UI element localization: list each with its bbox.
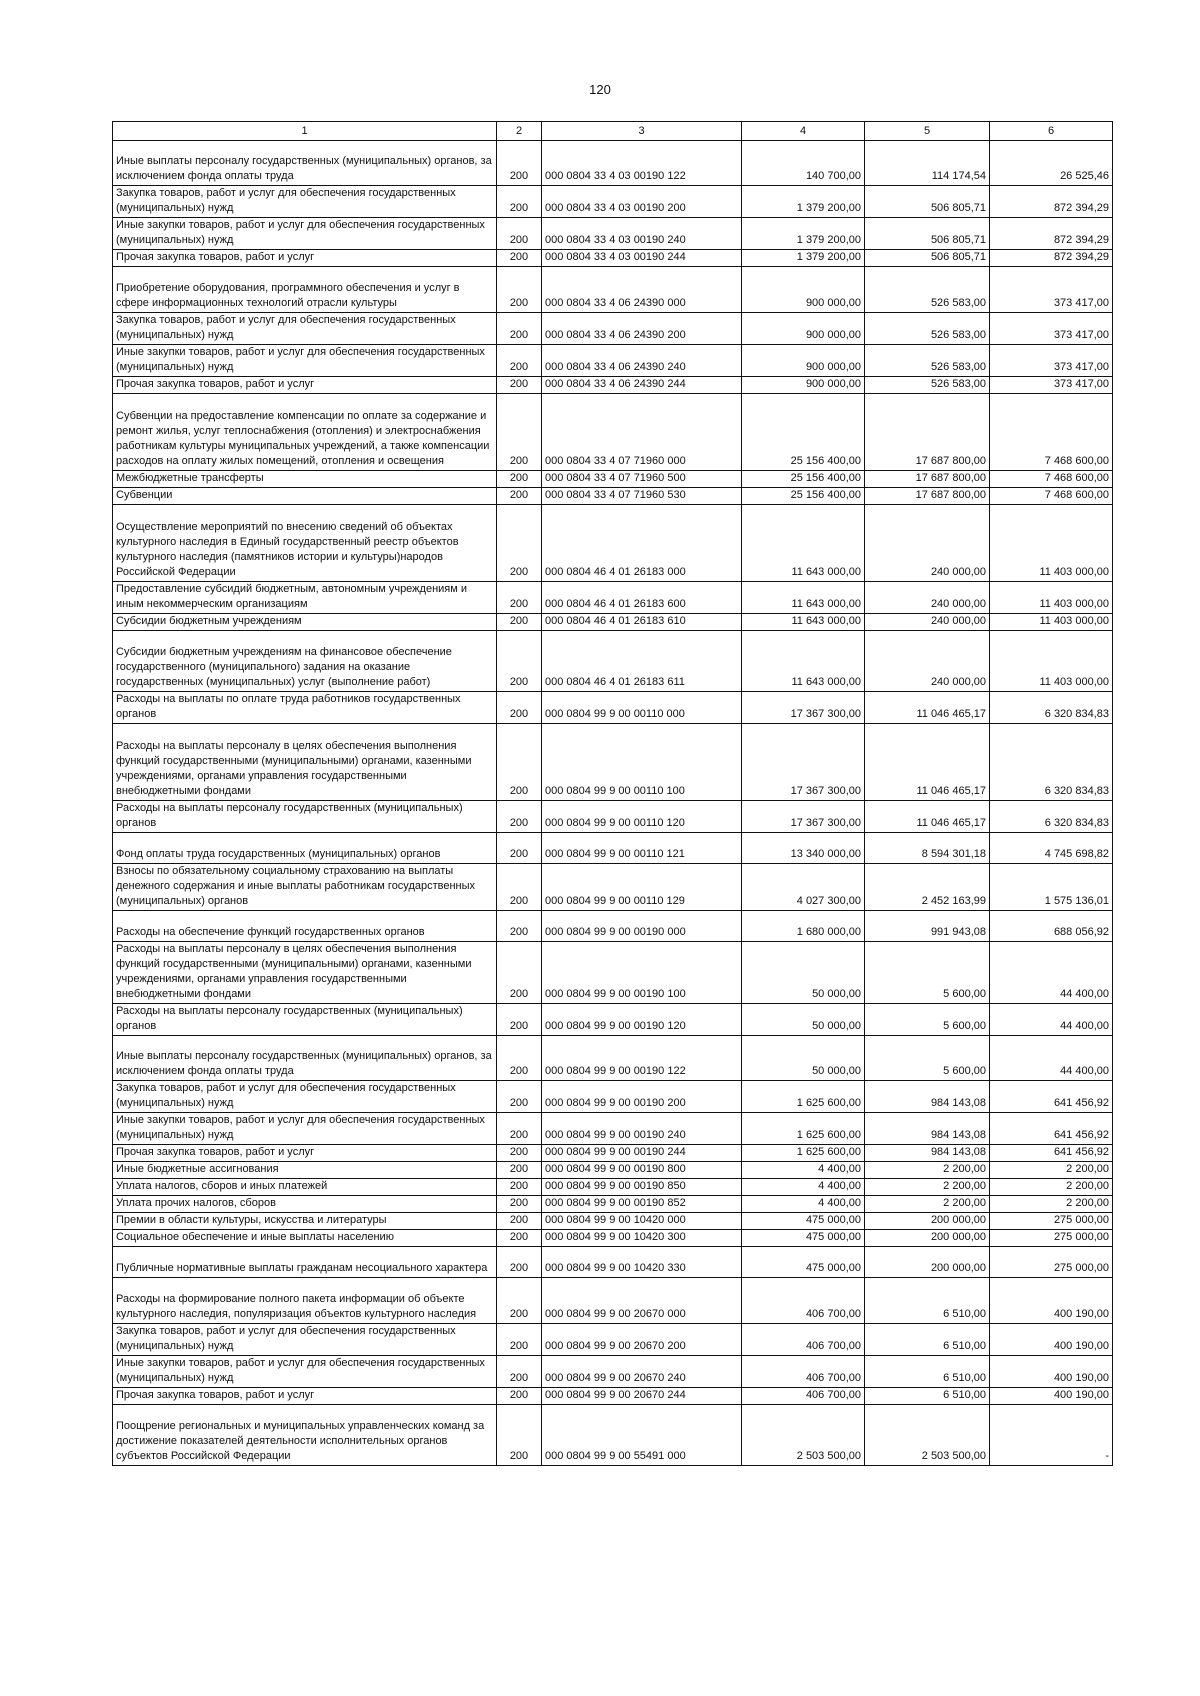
row-description: Премии в области культуры, искусства и литературы bbox=[113, 1213, 497, 1230]
row-executed-amount: 5 600,00 bbox=[865, 942, 990, 1004]
row-approved-amount: 900 000,00 bbox=[742, 313, 865, 345]
row-remaining-amount: 11 403 000,00 bbox=[990, 505, 1113, 582]
row-executed-amount: 2 452 163,99 bbox=[865, 864, 990, 911]
row-budget-code: 000 0804 33 4 03 00190 200 bbox=[542, 186, 742, 218]
row-approved-amount: 13 340 000,00 bbox=[742, 833, 865, 864]
row-budget-code: 000 0804 99 9 00 10420 000 bbox=[542, 1213, 742, 1230]
row-remaining-amount: 7 468 600,00 bbox=[990, 394, 1113, 471]
row-remaining-amount: 872 394,29 bbox=[990, 218, 1113, 250]
row-executed-amount: 6 510,00 bbox=[865, 1356, 990, 1388]
row-admin-code: 200 bbox=[497, 394, 542, 471]
row-description: Прочая закупка товаров, работ и услуг bbox=[113, 250, 497, 267]
row-admin-code: 200 bbox=[497, 801, 542, 833]
row-admin-code: 200 bbox=[497, 1213, 542, 1230]
row-admin-code: 200 bbox=[497, 942, 542, 1004]
row-executed-amount: 526 583,00 bbox=[865, 313, 990, 345]
column-header: 6 bbox=[990, 122, 1113, 141]
row-executed-amount: 506 805,71 bbox=[865, 218, 990, 250]
table-row bbox=[113, 692, 1113, 724]
row-budget-code: 000 0804 99 9 00 20670 000 bbox=[542, 1278, 742, 1324]
row-description: Расходы на формирование полного пакета информации об объекте культурного наследия, популяризация объектов культурного наследия bbox=[113, 1278, 497, 1324]
row-approved-amount: 25 156 400,00 bbox=[742, 488, 865, 505]
row-remaining-amount: 7 468 600,00 bbox=[990, 471, 1113, 488]
row-description: Расходы на выплаты персоналу государственных (муниципальных) органов bbox=[113, 801, 497, 833]
row-approved-amount: 1 379 200,00 bbox=[742, 218, 865, 250]
table-row bbox=[113, 1388, 1113, 1405]
row-admin-code: 200 bbox=[497, 471, 542, 488]
table-row bbox=[113, 1356, 1113, 1388]
table-row bbox=[113, 1405, 1113, 1466]
table-row bbox=[113, 942, 1113, 1004]
table-row bbox=[113, 250, 1113, 267]
table-row bbox=[113, 488, 1113, 505]
row-admin-code: 200 bbox=[497, 1324, 542, 1356]
row-budget-code: 000 0804 99 9 00 00190 200 bbox=[542, 1081, 742, 1113]
row-budget-code: 000 0804 46 4 01 26183 611 bbox=[542, 631, 742, 692]
row-budget-code: 000 0804 33 4 03 00190 244 bbox=[542, 250, 742, 267]
row-admin-code: 200 bbox=[497, 141, 542, 186]
row-remaining-amount: 6 320 834,83 bbox=[990, 801, 1113, 833]
row-budget-code: 000 0804 99 9 00 00190 100 bbox=[542, 942, 742, 1004]
row-executed-amount: 2 503 500,00 bbox=[865, 1405, 990, 1466]
table-body bbox=[113, 141, 1113, 1466]
row-remaining-amount: 6 320 834,83 bbox=[990, 692, 1113, 724]
row-approved-amount: 4 027 300,00 bbox=[742, 864, 865, 911]
column-header: 4 bbox=[742, 122, 865, 141]
row-description: Закупка товаров, работ и услуг для обеспечения государственных (муниципальных) нужд bbox=[113, 1081, 497, 1113]
row-approved-amount: 475 000,00 bbox=[742, 1230, 865, 1247]
row-executed-amount: 6 510,00 bbox=[865, 1278, 990, 1324]
row-description: Прочая закупка товаров, работ и услуг bbox=[113, 377, 497, 394]
row-executed-amount: 17 687 800,00 bbox=[865, 488, 990, 505]
table-row bbox=[113, 267, 1113, 313]
row-budget-code: 000 0804 33 4 07 71960 500 bbox=[542, 471, 742, 488]
row-admin-code: 200 bbox=[497, 582, 542, 614]
row-approved-amount: 11 643 000,00 bbox=[742, 582, 865, 614]
row-approved-amount: 1 625 600,00 bbox=[742, 1081, 865, 1113]
row-remaining-amount: 872 394,29 bbox=[990, 250, 1113, 267]
row-budget-code: 000 0804 33 4 06 24390 200 bbox=[542, 313, 742, 345]
row-executed-amount: 240 000,00 bbox=[865, 631, 990, 692]
table-row bbox=[113, 1213, 1113, 1230]
row-executed-amount: 240 000,00 bbox=[865, 614, 990, 631]
row-description: Межбюджетные трансферты bbox=[113, 471, 497, 488]
row-admin-code: 200 bbox=[497, 250, 542, 267]
row-description: Иные закупки товаров, работ и услуг для обеспечения государственных (муниципальных) нужд bbox=[113, 1113, 497, 1145]
row-admin-code: 200 bbox=[497, 1081, 542, 1113]
row-description: Иные закупки товаров, работ и услуг для обеспечения государственных (муниципальных) нужд bbox=[113, 1356, 497, 1388]
row-executed-amount: 984 143,08 bbox=[865, 1145, 990, 1162]
table-row bbox=[113, 377, 1113, 394]
row-executed-amount: 11 046 465,17 bbox=[865, 692, 990, 724]
row-executed-amount: 17 687 800,00 bbox=[865, 471, 990, 488]
row-executed-amount: 11 046 465,17 bbox=[865, 724, 990, 801]
row-executed-amount: 11 046 465,17 bbox=[865, 801, 990, 833]
row-admin-code: 200 bbox=[497, 1405, 542, 1466]
table-row bbox=[113, 614, 1113, 631]
row-description: Иные выплаты персоналу государственных (муниципальных) органов, за исключением фонда оплаты труда bbox=[113, 141, 497, 186]
row-budget-code: 000 0804 99 9 00 00110 100 bbox=[542, 724, 742, 801]
row-description: Субвенции bbox=[113, 488, 497, 505]
row-description: Уплата прочих налогов, сборов bbox=[113, 1196, 497, 1213]
row-remaining-amount: - bbox=[990, 1405, 1113, 1466]
row-executed-amount: 200 000,00 bbox=[865, 1247, 990, 1278]
table-row bbox=[113, 186, 1113, 218]
row-executed-amount: 2 200,00 bbox=[865, 1196, 990, 1213]
table-row bbox=[113, 1162, 1113, 1179]
row-description: Социальное обеспечение и иные выплаты населению bbox=[113, 1230, 497, 1247]
row-remaining-amount: 6 320 834,83 bbox=[990, 724, 1113, 801]
row-approved-amount: 25 156 400,00 bbox=[742, 394, 865, 471]
row-remaining-amount: 44 400,00 bbox=[990, 1036, 1113, 1081]
row-remaining-amount: 688 056,92 bbox=[990, 911, 1113, 942]
row-remaining-amount: 400 190,00 bbox=[990, 1388, 1113, 1405]
row-budget-code: 000 0804 46 4 01 26183 600 bbox=[542, 582, 742, 614]
table-row bbox=[113, 218, 1113, 250]
table-row bbox=[113, 394, 1113, 471]
row-budget-code: 000 0804 99 9 00 20670 200 bbox=[542, 1324, 742, 1356]
row-admin-code: 200 bbox=[497, 488, 542, 505]
row-remaining-amount: 275 000,00 bbox=[990, 1230, 1113, 1247]
row-remaining-amount: 373 417,00 bbox=[990, 377, 1113, 394]
row-budget-code: 000 0804 99 9 00 00190 852 bbox=[542, 1196, 742, 1213]
row-approved-amount: 11 643 000,00 bbox=[742, 505, 865, 582]
table-row bbox=[113, 1230, 1113, 1247]
row-executed-amount: 6 510,00 bbox=[865, 1324, 990, 1356]
table-row bbox=[113, 1324, 1113, 1356]
row-remaining-amount: 641 456,92 bbox=[990, 1113, 1113, 1145]
row-executed-amount: 526 583,00 bbox=[865, 345, 990, 377]
row-budget-code: 000 0804 99 9 00 00110 121 bbox=[542, 833, 742, 864]
row-approved-amount: 140 700,00 bbox=[742, 141, 865, 186]
table-row bbox=[113, 1081, 1113, 1113]
row-executed-amount: 984 143,08 bbox=[865, 1113, 990, 1145]
table-row bbox=[113, 864, 1113, 911]
row-remaining-amount: 641 456,92 bbox=[990, 1145, 1113, 1162]
row-budget-code: 000 0804 99 9 00 00110 129 bbox=[542, 864, 742, 911]
row-admin-code: 200 bbox=[497, 1356, 542, 1388]
row-executed-amount: 506 805,71 bbox=[865, 250, 990, 267]
table-row bbox=[113, 1247, 1113, 1278]
column-header: 2 bbox=[497, 122, 542, 141]
row-approved-amount: 1 625 600,00 bbox=[742, 1113, 865, 1145]
row-remaining-amount: 275 000,00 bbox=[990, 1247, 1113, 1278]
row-admin-code: 200 bbox=[497, 377, 542, 394]
row-budget-code: 000 0804 99 9 00 00190 240 bbox=[542, 1113, 742, 1145]
row-approved-amount: 50 000,00 bbox=[742, 942, 865, 1004]
row-executed-amount: 5 600,00 bbox=[865, 1004, 990, 1036]
row-admin-code: 200 bbox=[497, 833, 542, 864]
row-description: Уплата налогов, сборов и иных платежей bbox=[113, 1179, 497, 1196]
row-admin-code: 200 bbox=[497, 345, 542, 377]
row-remaining-amount: 26 525,46 bbox=[990, 141, 1113, 186]
row-description: Иные выплаты персоналу государственных (муниципальных) органов, за исключением фонда оплаты труда bbox=[113, 1036, 497, 1081]
table-row bbox=[113, 911, 1113, 942]
row-budget-code: 000 0804 99 9 00 00190 122 bbox=[542, 1036, 742, 1081]
row-budget-code: 000 0804 99 9 00 55491 000 bbox=[542, 1405, 742, 1466]
row-executed-amount: 240 000,00 bbox=[865, 582, 990, 614]
row-executed-amount: 2 200,00 bbox=[865, 1179, 990, 1196]
row-approved-amount: 475 000,00 bbox=[742, 1247, 865, 1278]
row-remaining-amount: 641 456,92 bbox=[990, 1081, 1113, 1113]
row-executed-amount: 984 143,08 bbox=[865, 1081, 990, 1113]
row-executed-amount: 114 174,54 bbox=[865, 141, 990, 186]
row-admin-code: 200 bbox=[497, 1036, 542, 1081]
row-description: Субсидии бюджетным учреждениям bbox=[113, 614, 497, 631]
row-description: Расходы на выплаты по оплате труда работников государственных органов bbox=[113, 692, 497, 724]
row-executed-amount: 17 687 800,00 bbox=[865, 394, 990, 471]
row-description: Осуществление мероприятий по внесению сведений об объектах культурного наследия в Единый государственный реестр объектов культурного наследия (памятников истории и культуры)народов Российской Федерации bbox=[113, 505, 497, 582]
table-row bbox=[113, 833, 1113, 864]
row-budget-code: 000 0804 33 4 03 00190 240 bbox=[542, 218, 742, 250]
row-remaining-amount: 275 000,00 bbox=[990, 1213, 1113, 1230]
row-remaining-amount: 1 575 136,01 bbox=[990, 864, 1113, 911]
row-remaining-amount: 7 468 600,00 bbox=[990, 488, 1113, 505]
table-row bbox=[113, 1179, 1113, 1196]
row-executed-amount: 2 200,00 bbox=[865, 1162, 990, 1179]
row-approved-amount: 475 000,00 bbox=[742, 1213, 865, 1230]
row-description: Поощрение региональных и муниципальных управленческих команд за достижение показателей деятельности исполнительных органов субъектов Российской Федерации bbox=[113, 1405, 497, 1466]
row-description: Предоставление субсидий бюджетным, автономным учреждениям и иным некоммерческим организациям bbox=[113, 582, 497, 614]
row-remaining-amount: 373 417,00 bbox=[990, 267, 1113, 313]
table-row bbox=[113, 141, 1113, 186]
row-description: Закупка товаров, работ и услуг для обеспечения государственных (муниципальных) нужд bbox=[113, 313, 497, 345]
row-admin-code: 200 bbox=[497, 1230, 542, 1247]
row-admin-code: 200 bbox=[497, 1179, 542, 1196]
row-approved-amount: 406 700,00 bbox=[742, 1278, 865, 1324]
row-approved-amount: 1 680 000,00 bbox=[742, 911, 865, 942]
row-budget-code: 000 0804 33 4 06 24390 000 bbox=[542, 267, 742, 313]
row-approved-amount: 4 400,00 bbox=[742, 1196, 865, 1213]
row-approved-amount: 17 367 300,00 bbox=[742, 801, 865, 833]
row-budget-code: 000 0804 99 9 00 00190 244 bbox=[542, 1145, 742, 1162]
row-description: Расходы на выплаты персоналу в целях обеспечения выполнения функций государственными (муниципальными) органами, казенными учреждениями, органами управления государственными внебюджетными фондами bbox=[113, 942, 497, 1004]
row-description: Приобретение оборудования, программного обеспечения и услуг в сфере информационных технологий отрасли культуры bbox=[113, 267, 497, 313]
row-executed-amount: 240 000,00 bbox=[865, 505, 990, 582]
row-remaining-amount: 2 200,00 bbox=[990, 1179, 1113, 1196]
row-budget-code: 000 0804 46 4 01 26183 000 bbox=[542, 505, 742, 582]
row-admin-code: 200 bbox=[497, 1004, 542, 1036]
row-approved-amount: 406 700,00 bbox=[742, 1388, 865, 1405]
row-approved-amount: 17 367 300,00 bbox=[742, 692, 865, 724]
table-row bbox=[113, 801, 1113, 833]
row-description: Субвенции на предоставление компенсации по оплате за содержание и ремонт жилья, услуг теплоснабжения (отопления) и электроснабжения работникам культуры муниципальных учреждений, а также компенсации расходов на оплату жилых помещений, отопления и освещения bbox=[113, 394, 497, 471]
row-budget-code: 000 0804 46 4 01 26183 610 bbox=[542, 614, 742, 631]
row-admin-code: 200 bbox=[497, 692, 542, 724]
column-header: 5 bbox=[865, 122, 990, 141]
row-approved-amount: 900 000,00 bbox=[742, 377, 865, 394]
row-budget-code: 000 0804 33 4 03 00190 122 bbox=[542, 141, 742, 186]
row-approved-amount: 900 000,00 bbox=[742, 345, 865, 377]
row-description: Расходы на выплаты персоналу в целях обеспечения выполнения функций государственными (муниципальными) органами, казенными учреждениями, органами управления государственными внебюджетными фондами bbox=[113, 724, 497, 801]
row-executed-amount: 991 943,08 bbox=[865, 911, 990, 942]
row-remaining-amount: 400 190,00 bbox=[990, 1278, 1113, 1324]
row-remaining-amount: 44 400,00 bbox=[990, 1004, 1113, 1036]
row-description: Иные закупки товаров, работ и услуг для обеспечения государственных (муниципальных) нужд bbox=[113, 345, 497, 377]
row-description: Расходы на обеспечение функций государственных органов bbox=[113, 911, 497, 942]
row-budget-code: 000 0804 33 4 06 24390 240 bbox=[542, 345, 742, 377]
row-description: Иные бюджетные ассигнования bbox=[113, 1162, 497, 1179]
table-row bbox=[113, 505, 1113, 582]
row-approved-amount: 900 000,00 bbox=[742, 267, 865, 313]
page-number: 120 bbox=[589, 82, 611, 97]
row-executed-amount: 200 000,00 bbox=[865, 1213, 990, 1230]
row-remaining-amount: 872 394,29 bbox=[990, 186, 1113, 218]
row-description: Прочая закупка товаров, работ и услуг bbox=[113, 1145, 497, 1162]
row-admin-code: 200 bbox=[497, 1113, 542, 1145]
row-budget-code: 000 0804 99 9 00 10420 330 bbox=[542, 1247, 742, 1278]
row-remaining-amount: 373 417,00 bbox=[990, 313, 1113, 345]
row-remaining-amount: 400 190,00 bbox=[990, 1356, 1113, 1388]
row-remaining-amount: 44 400,00 bbox=[990, 942, 1113, 1004]
row-executed-amount: 200 000,00 bbox=[865, 1230, 990, 1247]
row-admin-code: 200 bbox=[497, 1247, 542, 1278]
row-approved-amount: 1 379 200,00 bbox=[742, 186, 865, 218]
row-approved-amount: 4 400,00 bbox=[742, 1162, 865, 1179]
row-approved-amount: 4 400,00 bbox=[742, 1179, 865, 1196]
table-row bbox=[113, 1278, 1113, 1324]
row-description: Субсидии бюджетным учреждениям на финансовое обеспечение государственного (муниципального) задания на оказание государственных (муниципальных) услуг (выполнение работ) bbox=[113, 631, 497, 692]
row-executed-amount: 506 805,71 bbox=[865, 186, 990, 218]
row-remaining-amount: 373 417,00 bbox=[990, 345, 1113, 377]
row-admin-code: 200 bbox=[497, 1145, 542, 1162]
row-budget-code: 000 0804 33 4 07 71960 000 bbox=[542, 394, 742, 471]
row-budget-code: 000 0804 99 9 00 20670 244 bbox=[542, 1388, 742, 1405]
table-row bbox=[113, 1196, 1113, 1213]
row-executed-amount: 5 600,00 bbox=[865, 1036, 990, 1081]
row-remaining-amount: 2 200,00 bbox=[990, 1162, 1113, 1179]
row-admin-code: 200 bbox=[497, 724, 542, 801]
column-header: 1 bbox=[113, 122, 497, 141]
row-admin-code: 200 bbox=[497, 1278, 542, 1324]
row-description: Закупка товаров, работ и услуг для обеспечения государственных (муниципальных) нужд bbox=[113, 186, 497, 218]
row-approved-amount: 50 000,00 bbox=[742, 1036, 865, 1081]
row-admin-code: 200 bbox=[497, 505, 542, 582]
column-header: 3 bbox=[542, 122, 742, 141]
row-description: Закупка товаров, работ и услуг для обеспечения государственных (муниципальных) нужд bbox=[113, 1324, 497, 1356]
row-budget-code: 000 0804 33 4 07 71960 530 bbox=[542, 488, 742, 505]
row-admin-code: 200 bbox=[497, 631, 542, 692]
row-remaining-amount: 2 200,00 bbox=[990, 1196, 1113, 1213]
row-executed-amount: 8 594 301,18 bbox=[865, 833, 990, 864]
row-budget-code: 000 0804 99 9 00 10420 300 bbox=[542, 1230, 742, 1247]
row-budget-code: 000 0804 99 9 00 00190 120 bbox=[542, 1004, 742, 1036]
row-executed-amount: 526 583,00 bbox=[865, 267, 990, 313]
table-row bbox=[113, 582, 1113, 614]
row-budget-code: 000 0804 99 9 00 00110 000 bbox=[542, 692, 742, 724]
row-budget-code: 000 0804 99 9 00 00190 800 bbox=[542, 1162, 742, 1179]
row-approved-amount: 1 625 600,00 bbox=[742, 1145, 865, 1162]
row-admin-code: 200 bbox=[497, 864, 542, 911]
row-remaining-amount: 11 403 000,00 bbox=[990, 631, 1113, 692]
row-description: Публичные нормативные выплаты гражданам несоциального характера bbox=[113, 1247, 497, 1278]
row-remaining-amount: 4 745 698,82 bbox=[990, 833, 1113, 864]
table-row bbox=[113, 1145, 1113, 1162]
row-budget-code: 000 0804 99 9 00 00190 850 bbox=[542, 1179, 742, 1196]
row-admin-code: 200 bbox=[497, 614, 542, 631]
row-remaining-amount: 11 403 000,00 bbox=[990, 582, 1113, 614]
row-remaining-amount: 400 190,00 bbox=[990, 1324, 1113, 1356]
row-admin-code: 200 bbox=[497, 1196, 542, 1213]
row-approved-amount: 2 503 500,00 bbox=[742, 1405, 865, 1466]
row-description: Прочая закупка товаров, работ и услуг bbox=[113, 1388, 497, 1405]
row-executed-amount: 526 583,00 bbox=[865, 377, 990, 394]
row-remaining-amount: 11 403 000,00 bbox=[990, 614, 1113, 631]
row-approved-amount: 11 643 000,00 bbox=[742, 614, 865, 631]
row-approved-amount: 50 000,00 bbox=[742, 1004, 865, 1036]
row-description: Фонд оплаты труда государственных (муниципальных) органов bbox=[113, 833, 497, 864]
row-budget-code: 000 0804 99 9 00 00190 000 bbox=[542, 911, 742, 942]
row-description: Взносы по обязательному социальному страхованию на выплаты денежного содержания и иные выплаты работникам государственных (муниципальных) органов bbox=[113, 864, 497, 911]
row-approved-amount: 25 156 400,00 bbox=[742, 471, 865, 488]
row-budget-code: 000 0804 99 9 00 00110 120 bbox=[542, 801, 742, 833]
row-description: Иные закупки товаров, работ и услуг для обеспечения государственных (муниципальных) нужд bbox=[113, 218, 497, 250]
table-row bbox=[113, 631, 1113, 692]
row-budget-code: 000 0804 33 4 06 24390 244 bbox=[542, 377, 742, 394]
row-description: Расходы на выплаты персоналу государственных (муниципальных) органов bbox=[113, 1004, 497, 1036]
row-approved-amount: 406 700,00 bbox=[742, 1324, 865, 1356]
row-approved-amount: 11 643 000,00 bbox=[742, 631, 865, 692]
row-admin-code: 200 bbox=[497, 911, 542, 942]
column-number-row bbox=[113, 122, 1113, 141]
row-approved-amount: 17 367 300,00 bbox=[742, 724, 865, 801]
row-admin-code: 200 bbox=[497, 1162, 542, 1179]
row-admin-code: 200 bbox=[497, 267, 542, 313]
budget-table bbox=[112, 121, 1113, 1466]
row-admin-code: 200 bbox=[497, 1388, 542, 1405]
table-row bbox=[113, 345, 1113, 377]
row-budget-code: 000 0804 99 9 00 20670 240 bbox=[542, 1356, 742, 1388]
row-admin-code: 200 bbox=[497, 186, 542, 218]
table-row bbox=[113, 1113, 1113, 1145]
table-row bbox=[113, 471, 1113, 488]
table-row bbox=[113, 313, 1113, 345]
row-executed-amount: 6 510,00 bbox=[865, 1388, 990, 1405]
row-approved-amount: 1 379 200,00 bbox=[742, 250, 865, 267]
row-admin-code: 200 bbox=[497, 313, 542, 345]
table-row bbox=[113, 724, 1113, 801]
table-row bbox=[113, 1036, 1113, 1081]
row-admin-code: 200 bbox=[497, 218, 542, 250]
row-approved-amount: 406 700,00 bbox=[742, 1356, 865, 1388]
table-row bbox=[113, 1004, 1113, 1036]
